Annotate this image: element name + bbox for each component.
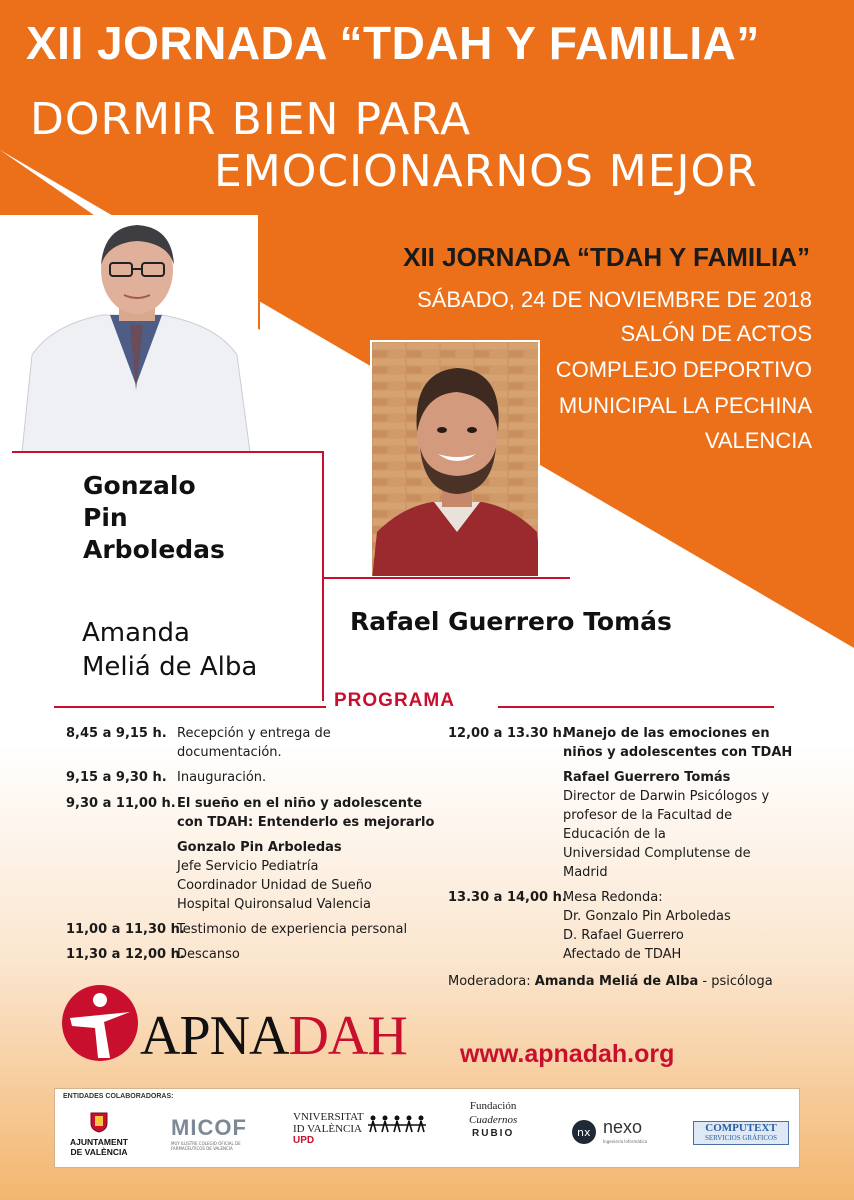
website-link[interactable]: www.apnadah.org	[460, 1040, 675, 1068]
program-time: 9,30 a 11,00 h.	[66, 796, 176, 811]
ajuntament-shield-icon	[89, 1111, 109, 1133]
program-time: 11,30 a 12,00 h.	[66, 947, 185, 962]
moderadora-label: Moderadora:	[448, 974, 531, 989]
program-time: 13.30 a 14,00 h.	[448, 890, 567, 905]
sponsor-ajuntament	[67, 1111, 131, 1157]
program-text: con TDAH: Entenderlo es mejorarlo	[177, 815, 435, 830]
program-text: Afectado de TDAH	[563, 947, 682, 962]
programa-line-left	[54, 706, 326, 708]
programa-line-right	[498, 706, 774, 708]
event-venue-3: MUNICIPAL LA PECHINA	[558, 393, 812, 418]
event-date: SÁBADO, 24 DE NOVIEMBRE DE 2018	[417, 287, 812, 312]
ajuntament-line: DE VALÈNCIA	[70, 1147, 128, 1157]
program-text: Descanso	[177, 947, 240, 962]
apnadah-logo-icon	[60, 982, 142, 1064]
program-text: niños y adolescentes con TDAH	[563, 745, 793, 760]
event-venue-1: SALÓN DE ACTOS	[620, 321, 812, 346]
micof-text: MICOF	[171, 1115, 247, 1140]
program-text: documentación.	[177, 745, 282, 760]
speaker1-first: Gonzalo	[83, 471, 196, 500]
sponsor-fundacion	[469, 1099, 517, 1141]
program-text: Dr. Gonzalo Pin Arboledas	[563, 909, 731, 924]
programa-right-column	[448, 724, 808, 994]
micof-subtext: MUY ILUSTRE COLEGIO OFICIAL DE FARMACÉUTICOS DE VALENCIA	[171, 1141, 241, 1151]
divider-line-2	[324, 577, 570, 579]
speaker2-name: Rafael Guerrero Tomás	[350, 607, 672, 636]
computext-subtext: SERVICIOS GRÁFICOS	[705, 1134, 777, 1142]
program-text: Manejo de las emociones en	[563, 726, 770, 741]
moderadora-name: Amanda Meliá de Alba	[534, 974, 699, 989]
brand-apna: APNA	[140, 1005, 289, 1067]
program-speaker	[563, 768, 769, 882]
program-text: Director de Darwin Psicólogos y	[563, 789, 770, 804]
moderator-last: Meliá de Alba	[82, 652, 258, 682]
program-text: Mesa Redonda:	[563, 890, 663, 905]
program-time: 9,15 a 9,30 h.	[66, 770, 167, 785]
sponsor-computext	[693, 1121, 789, 1145]
nexo-logo-icon	[571, 1119, 597, 1145]
program-text: Recepción y entrega de	[177, 726, 331, 741]
subtitle-line-2: EMOCIONARNOS MEJOR	[214, 146, 758, 197]
programa-left-column	[66, 724, 436, 974]
people-chain-icon	[367, 1115, 427, 1133]
fundacion-line: Fundación	[469, 1100, 517, 1112]
programa-heading: PROGRAMA	[334, 690, 455, 711]
speaker1-middle: Pin	[83, 503, 128, 532]
brand-dah: DAH	[288, 1005, 407, 1067]
uv-line: ID VALÈNCIA	[293, 1123, 362, 1135]
sponsors-box	[54, 1088, 800, 1168]
program-time: 8,45 a 9,15 h.	[66, 726, 167, 741]
speaker1-last: Arboledas	[83, 535, 225, 564]
event-venue-2: COMPLEJO DEPORTIVO	[555, 357, 812, 382]
nexo-text: nexo	[603, 1117, 643, 1137]
apnadah-wordmark	[140, 1006, 407, 1066]
program-text: profesor de la Facultad de	[563, 808, 733, 823]
program-text: Jefe Servicio Pediatría	[177, 859, 319, 874]
program-text: Universidad Complutense de	[563, 846, 751, 861]
computext-text: COMPUTEXT	[705, 1122, 777, 1134]
program-text: Coordinador Unidad de Sueño	[177, 878, 372, 893]
upd-text: UPD	[293, 1135, 315, 1146]
uv-line: VNIVERSITAT	[293, 1111, 364, 1123]
moderator-first: Amanda	[82, 618, 190, 648]
program-moderadora	[448, 972, 773, 991]
program-time: 11,00 a 11,30 h.	[66, 922, 185, 937]
divider-line-vertical	[322, 451, 324, 701]
program-text: Educación de la	[563, 827, 666, 842]
svg-text:nx: nx	[577, 1126, 591, 1139]
nexo-subtext: Ingeniería Informática	[603, 1139, 648, 1144]
program-speaker-name: Rafael Guerrero Tomás	[563, 770, 731, 785]
event-title: XII JORNADA “TDAH Y FAMILIA”	[403, 242, 810, 272]
ajuntament-line: AJUNTAMENT	[70, 1137, 128, 1147]
speaker1-photo	[12, 215, 258, 452]
program-text: Madrid	[563, 865, 608, 880]
sponsors-label: ENTIDADES COLABORADORAS:	[63, 1093, 174, 1100]
sponsor-uv	[293, 1111, 364, 1146]
main-title: XII JORNADA “TDAH Y FAMILIA”	[26, 17, 760, 69]
speaker2-photo	[370, 340, 540, 578]
subtitle-line-1: DORMIR BIEN PARA	[30, 94, 472, 145]
program-speaker-name: Gonzalo Pin Arboledas	[177, 840, 342, 855]
program-text: Inauguración.	[177, 770, 267, 785]
program-text: D. Rafael Guerrero	[563, 928, 684, 943]
divider-line-1	[12, 451, 324, 453]
moderadora-role: - psicóloga	[702, 974, 773, 989]
program-text: Testimonio de experiencia personal	[177, 922, 408, 937]
program-speaker	[177, 838, 372, 914]
program-text: El sueño en el niño y adolescente	[177, 796, 423, 811]
event-city: VALENCIA	[704, 428, 812, 453]
sponsor-micof	[171, 1115, 251, 1151]
program-text: Hospital Quironsalud Valencia	[177, 897, 371, 912]
moderator-name	[82, 616, 257, 684]
program-time: 12,00 a 13.30 h.	[448, 726, 567, 741]
speaker1-name	[83, 470, 225, 566]
fundacion-line: RUBIO	[472, 1128, 515, 1139]
fundacion-line: Cuadernos	[469, 1114, 518, 1126]
